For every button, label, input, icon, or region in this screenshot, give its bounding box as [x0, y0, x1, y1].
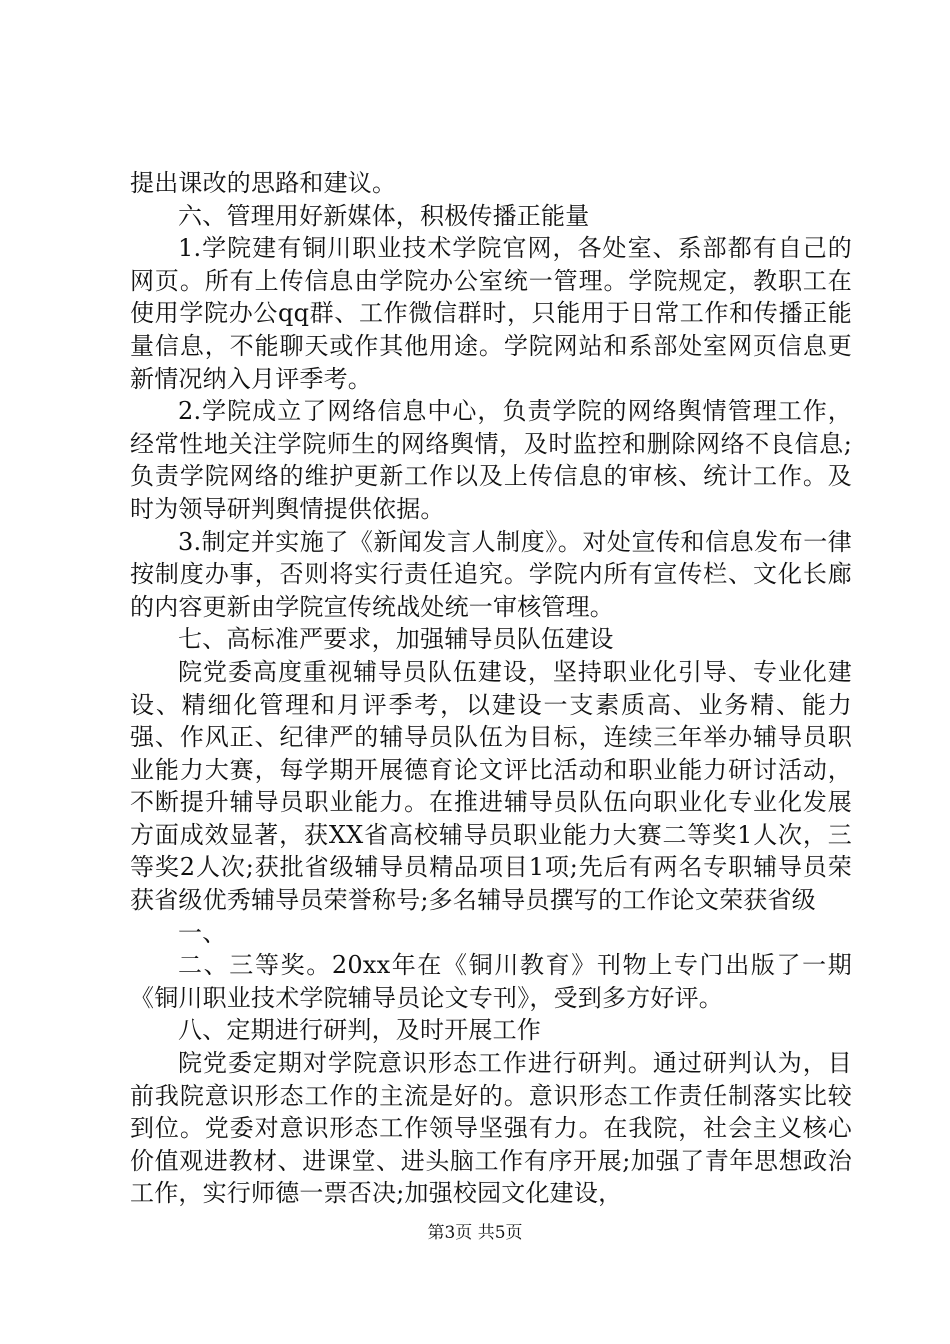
section-heading-7: 七、高标准严要求，加强辅导员队伍建设	[178, 625, 614, 654]
paragraph: 2.学院成立了网络信息中心，负责学院的网络舆情管理工作，经常性地关注学院师生的网络舆情，及时监控和删除网络不良信息;负责学院网络的维护更新工作以及上传信息的审核、统计工作。及时为领导研判舆情提供依据。	[130, 397, 852, 523]
paragraph: 院党委高度重视辅导员队伍建设，坚持职业化引导、专业化建设、精细化管理和月评季考，以建设一支素质高、业务精、能力强、作风正、纪律严的辅导员队伍为目标，连续三年举办辅导员职业能力大赛，每学期开展德育论文评比活动和职业能力研讨活动，不断提升辅导员职业能力。在推进辅导员队伍向职业化专业化发展方面成效显著，获XX省高校辅导员职业能力大赛二等奖1人次，三等奖2人次;获批省级辅导员精品项目1项;先后有两名专职辅导员荣获省级优秀辅导员荣誉称号;多名辅导员撰写的工作论文荣获省级	[130, 657, 852, 915]
paragraph: 院党委定期对学院意识形态工作进行研判。通过研判认为，目前我院意识形态工作的主流是好的。意识形态工作责任制落实比较到位。党委对意识形态工作领导坚强有力。在我院，社会主义核心价值观进教材、进课堂、进头脑工作有序开展;加强了青年思想政治工作，实行师德一票否决;加强校园文化建设，	[130, 1049, 852, 1208]
paragraph: 1.学院建有铜川职业技术学院官网，各处室、系部都有自己的网页。所有上传信息由学院办公室统一管理。学院规定，教职工在使用学院办公qq群、工作微信群时，只能用于日常工作和传播正能量信息，不能聊天或作其他用途。学院网站和系部处室网页信息更新情况纳入月评季考。	[130, 234, 852, 393]
document-body	[130, 167, 852, 1210]
paragraph: 3.制定并实施了《新闻发言人制度》。对处宣传和信息发布一律按制度办事，否则将实行责任追究。学院内所有宣传栏、文化长廊的内容更新由学院宣传统战处统一审核管理。	[130, 527, 852, 621]
section-heading-6: 六、管理用好新媒体，积极传播正能量	[178, 201, 590, 230]
paragraph: 一、	[178, 918, 227, 947]
section-heading-8: 八、定期进行研判，及时开展工作	[178, 1016, 541, 1045]
paragraph: 二、三等奖。20xx年在《铜川教育》刊物上专门出版了一期《铜川职业技术学院辅导员论文专刊》，受到多方好评。	[130, 951, 852, 1012]
page-number-footer: 第3页 共5页	[427, 1223, 523, 1243]
paragraph: 提出课改的思路和建议。	[130, 169, 397, 197]
